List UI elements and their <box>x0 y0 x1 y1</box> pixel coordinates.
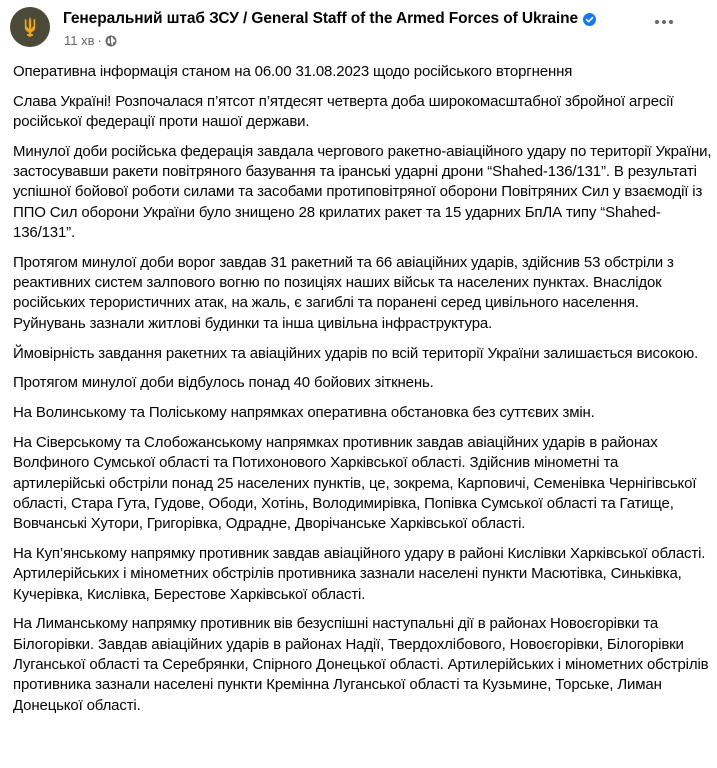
post-header <box>0 0 717 56</box>
paragraph: На Куп’янському напрямку противник завдав авіаційного удару в районі Кислівки Харківської області. Артилерійських і мінометних обстрілів противника зазнали населені пункти Масютівка, Синьківка, Кучерівка, Кислівка, Берестове Харківської області. <box>13 544 706 603</box>
dot-1 <box>655 20 659 24</box>
globe-icon[interactable] <box>105 35 117 47</box>
author-name[interactable]: Генеральний штаб ЗСУ / General Staff of the Armed Forces of Ukraine <box>63 10 579 27</box>
post-body <box>13 62 713 725</box>
paragraph: На Волинському та Поліському напрямках оперативна обстановка без суттєвих змін. <box>13 404 595 422</box>
more-options-icon[interactable] <box>655 19 673 25</box>
post-time[interactable]: 11 хв <box>64 33 95 48</box>
paragraph: Ймовірність завдання ракетних та авіаційних ударів по всій території України залишається високою. <box>13 344 699 362</box>
paragraph: Минулої доби російська федерація завдала чергового ракетно-авіаційного удару по території України, застосувавши ракети повітряного базування та іранські ударні дрони “Shahed-136/131”. В результаті успішної бойової роботи силами та засобами протиповітряної оборони Повітряних Сил у взаємодії із ППО Сил оборони України було знищено 28 крилатих ракет та 15 ударних БпЛА типу “Shahed-136/131”. <box>13 142 712 242</box>
verified-badge-icon <box>583 13 596 26</box>
dot-2 <box>662 20 666 24</box>
trident-icon <box>21 17 39 37</box>
author-row <box>63 10 596 28</box>
post-meta <box>64 33 117 48</box>
paragraph: Оперативна інформація станом на 06.00 31.08.2023 щодо російського вторгнення <box>13 63 573 80</box>
paragraph: Протягом минулої доби відбулось понад 40 бойових зіткнень. <box>13 374 434 392</box>
separator: · <box>97 33 102 48</box>
paragraph: Слава Україні! Розпочалася п’ятсот п’ятдесят четверта доба широкомасштабної збройної агресії російської федерації проти нашої держави. <box>13 92 674 131</box>
dot-3 <box>669 20 673 24</box>
avatar[interactable] <box>10 7 50 47</box>
paragraph: Протягом минулої доби ворог завдав 31 ракетний та 66 авіаційних ударів, здійснив 53 обстріли з реактивних систем залпового вогню по позиціях наших військ та населених пунктах. Внаслідок російських терористичних атак, на жаль, є загиблі та поранені серед цивільного населення. Руйнувань зазнали житлові будинки та інша цивільна інфраструктура. <box>13 253 674 332</box>
paragraph: На Сіверському та Слобожанському напрямках противник завдав авіаційних ударів в районах Волфиного Сумської області та Потихонового Харківської області. Здійснив мінометні та артилерійські обстріли понад 25 населених пунктів, це, зокрема, Карповичі, Семенівка Чернігівської області, Стара Гута, Гудове, Ободи, Хотінь, Володимирівка, Попівка Сумської області та Гатище, Вовчанські Хутори, Григорівка, Одрадне, Дворічанське Харківської області. <box>13 433 697 533</box>
paragraph: На Лиманському напрямку противник вів безуспішні наступальні дії в районах Новоєгорівки та Білогорівки. Завдав авіаційних ударів в районах Надії, Твердохлібового, Новоєгорівки, Білогорівки Луганської області та Серебрянки, Спірного Донецької області. Артилерійських і мінометних обстрілів противника зазнали населені пункти Кремінна Луганської області та Кузьмине, Торське, Лиман Донецької області. <box>13 615 709 714</box>
